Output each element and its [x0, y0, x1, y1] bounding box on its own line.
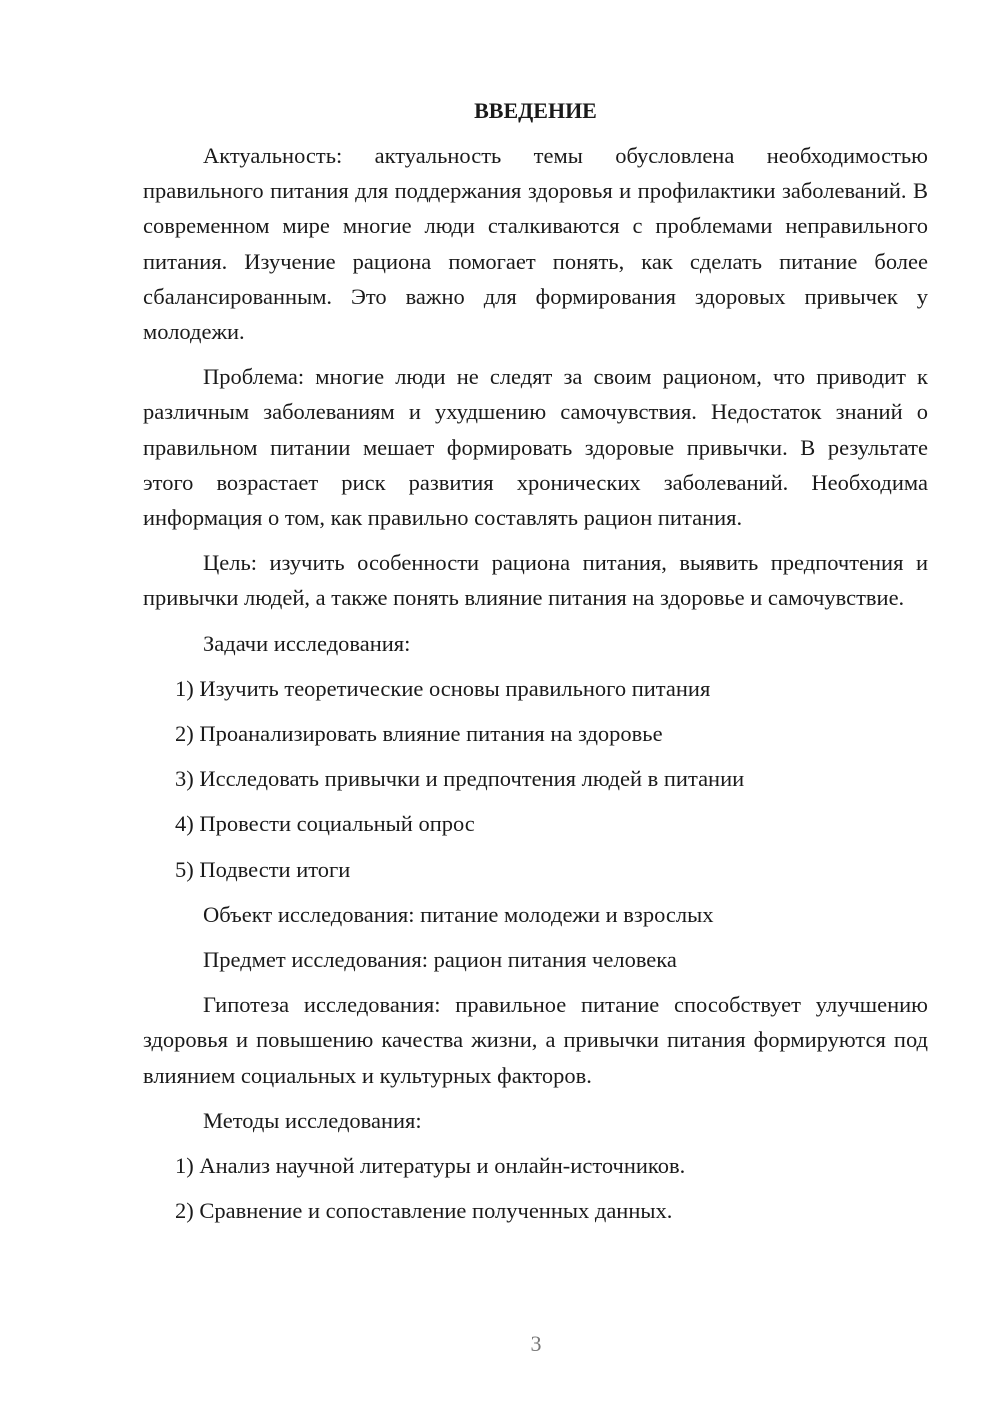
relevance-paragraph: Актуальность: актуальность темы обусловлена необходимостью правильного питания для поддержания здоровья и профилактики заболеваний. В современном мире многие люди сталкиваются с проблемами неправильного питания. Изучение рациона помогает понять, как сделать питание более сбалансированным. Это важно для формирования здоровых привычек у молодежи.: [143, 143, 928, 345]
goal-paragraph: Цель: изучить особенности рациона питания, выявить предпочтения и привычки людей, а также понять влияние питания на здоровье и самочувствие.: [143, 550, 928, 611]
research-subject: Предмет исследования: рацион питания человека: [203, 947, 677, 973]
hypothesis-paragraph: Гипотеза исследования: правильное питание способствует улучшению здоровья и повышению качества жизни, а привычки питания формируются под влиянием социальных и культурных факторов.: [143, 992, 928, 1088]
methods-heading: Методы исследования:: [203, 1107, 422, 1133]
task-item: 3) Исследовать привычки и предпочтения людей в питании: [175, 766, 745, 792]
method-item: 2) Сравнение и сопоставление полученных данных.: [175, 1198, 673, 1224]
task-item: 1) Изучить теоретические основы правильного питания: [175, 675, 711, 701]
task-item: 4) Провести социальный опрос: [175, 811, 475, 837]
tasks-heading: Задачи исследования:: [203, 630, 411, 656]
page-number: 3: [530, 1331, 542, 1356]
method-item: 1) Анализ научной литературы и онлайн-источников.: [175, 1153, 686, 1179]
document-page: [143, 96, 928, 1238]
section-title: ВВЕДЕНИЕ: [474, 98, 597, 123]
research-object: Объект исследования: питание молодежи и взрослых: [203, 901, 714, 927]
problem-paragraph: Проблема: многие люди не следят за своим рационом, что приводит к различным заболеваниям и ухудшению самочувствия. Недостаток знаний о правильном питании мешает формировать здоровые привычки. В результате этого возрастает риск развития хронических заболеваний. Необходима информация о том, как правильно составлять рацион питания.: [143, 364, 928, 531]
task-item: 2) Проанализировать влияние питания на здоровье: [175, 721, 663, 747]
task-item: 5) Подвести итоги: [175, 856, 351, 882]
